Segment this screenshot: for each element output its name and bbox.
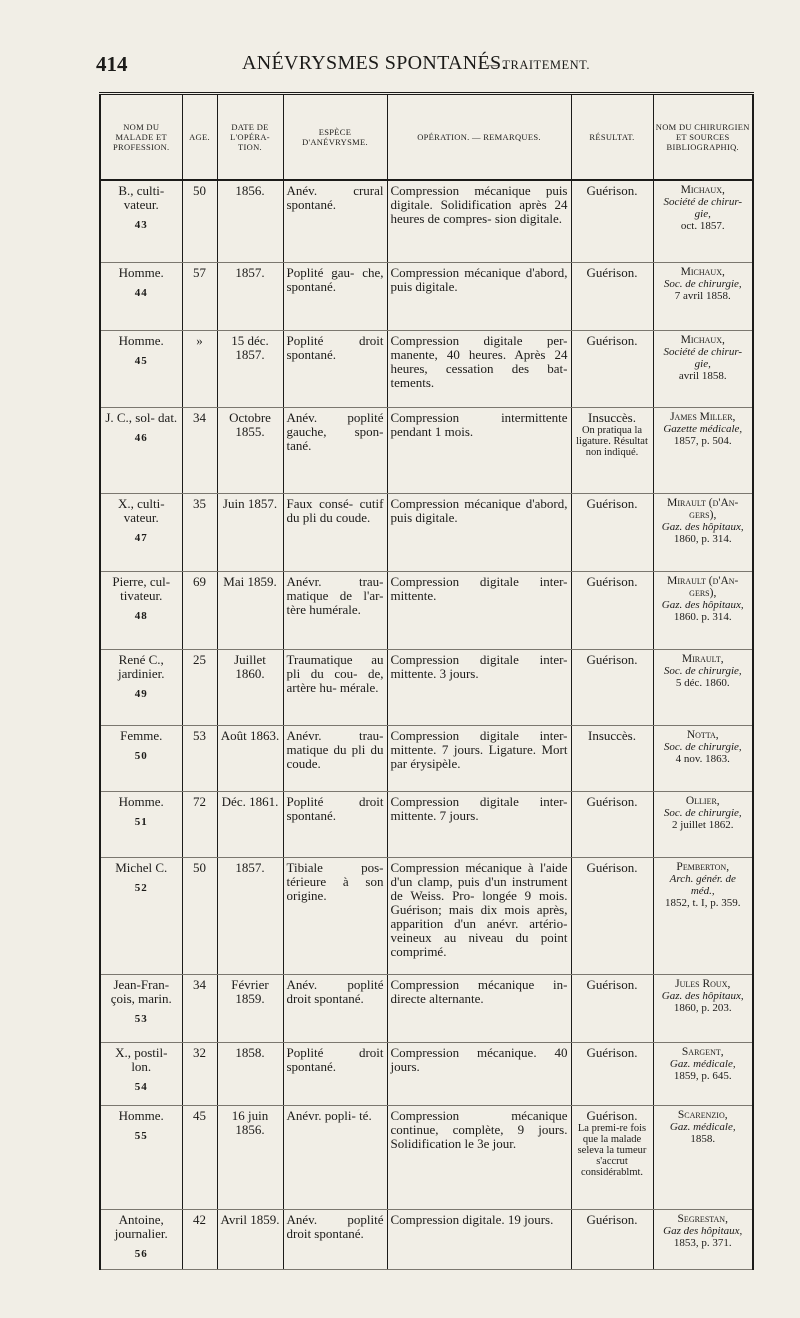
source-reference: avril 1858. bbox=[678, 370, 727, 382]
case-number: 49 bbox=[134, 688, 148, 700]
table-row bbox=[100, 408, 753, 494]
operation-cell: Compression mécanique puis digitale. Solidification après 24 heures de compres- sion digitale. bbox=[387, 180, 571, 263]
date-cell: Février 1859. bbox=[217, 975, 283, 1043]
patient-cell bbox=[100, 331, 182, 408]
date-cell: 1856. bbox=[217, 180, 283, 263]
result-text: Guérison. bbox=[586, 1045, 638, 1060]
table-row bbox=[100, 792, 753, 858]
result-cell bbox=[571, 1106, 653, 1210]
bibliographic-source: Société de chirur- gie, bbox=[663, 196, 743, 220]
table-body bbox=[100, 180, 753, 1270]
date-cell: 16 juin 1856. bbox=[217, 1106, 283, 1210]
surgeon-name: Michaux, bbox=[680, 334, 725, 346]
table-row bbox=[100, 494, 753, 572]
result-cell bbox=[571, 858, 653, 975]
patient-cell bbox=[100, 975, 182, 1043]
species-cell: Anévr. popli- té. bbox=[283, 1106, 387, 1210]
patient-cell bbox=[100, 726, 182, 792]
result-text: Insuccès. bbox=[587, 410, 636, 425]
page-number: 414 bbox=[96, 52, 128, 76]
table-row bbox=[100, 1210, 753, 1270]
running-title: ANÉVRYSMES SPONTANÉS. bbox=[242, 52, 507, 74]
patient-name: X., postil- lon. bbox=[115, 1045, 168, 1074]
patient-cell bbox=[100, 408, 182, 494]
date-cell: 1858. bbox=[217, 1043, 283, 1106]
surgeon-name: Pemberton, bbox=[676, 861, 730, 873]
source-cell bbox=[653, 408, 753, 494]
surgeon-name: James Miller, bbox=[670, 411, 736, 423]
surgeon-name: Notta, bbox=[686, 729, 719, 741]
bibliographic-source: Soc. de chirurgie, bbox=[663, 807, 742, 819]
result-cell bbox=[571, 494, 653, 572]
result-cell bbox=[571, 572, 653, 650]
surgeon-name: Segrestan, bbox=[677, 1213, 728, 1225]
patient-name: Homme. bbox=[118, 794, 164, 809]
bibliographic-source: Gaz des hôpitaux, bbox=[663, 1225, 743, 1237]
patient-cell bbox=[100, 572, 182, 650]
patient-cell bbox=[100, 1043, 182, 1106]
species-cell: Poplité droit spontané. bbox=[283, 331, 387, 408]
surgeon-name: Ollier, bbox=[685, 795, 720, 807]
case-number: 46 bbox=[134, 432, 148, 444]
source-cell bbox=[653, 494, 753, 572]
patient-cell bbox=[100, 858, 182, 975]
patient-cell bbox=[100, 792, 182, 858]
result-cell bbox=[571, 408, 653, 494]
result-cell bbox=[571, 263, 653, 331]
result-text: Guérison. bbox=[586, 794, 638, 809]
species-cell: Anév. poplité droit spontané. bbox=[283, 975, 387, 1043]
species-cell: Anév. crural spontané. bbox=[283, 180, 387, 263]
source-reference: 1852, t. I, p. 359. bbox=[665, 897, 741, 909]
patient-cell bbox=[100, 263, 182, 331]
patient-name: Antoine, journalier. bbox=[114, 1212, 168, 1241]
operation-cell: Compression digitale inter- mittente. 7 jours. Ligature. Mort par érysipèle. bbox=[387, 726, 571, 792]
surgeon-name: Mirault (d'An- gers), bbox=[667, 497, 739, 521]
source-cell bbox=[653, 572, 753, 650]
case-number: 47 bbox=[134, 532, 148, 544]
result-cell bbox=[571, 650, 653, 726]
case-number: 45 bbox=[134, 355, 148, 367]
patient-name: Michel C. bbox=[115, 860, 168, 875]
source-cell bbox=[653, 180, 753, 263]
source-reference: 1857, p. 504. bbox=[673, 435, 732, 447]
table-row bbox=[100, 726, 753, 792]
result-cell bbox=[571, 726, 653, 792]
table-row bbox=[100, 650, 753, 726]
age-cell: 50 bbox=[182, 180, 217, 263]
source-cell bbox=[653, 792, 753, 858]
age-cell: 69 bbox=[182, 572, 217, 650]
age-cell: 45 bbox=[182, 1106, 217, 1210]
operation-cell: Compression mécanique in- directe alternante. bbox=[387, 975, 571, 1043]
result-cell bbox=[571, 180, 653, 263]
operation-cell: Compression digitale per- manente, 40 heures. Après 24 heures, cessation des bat- tements. bbox=[387, 331, 571, 408]
table-row bbox=[100, 180, 753, 263]
result-text: Insuccès. bbox=[587, 728, 636, 743]
source-reference: 1860, p. 314. bbox=[673, 533, 732, 545]
result-text: Guérison. bbox=[586, 1108, 638, 1123]
result-text: Guérison. bbox=[586, 977, 638, 992]
species-cell: Traumatique au pli du cou- de, artère hu- mérale. bbox=[283, 650, 387, 726]
surgeon-name: Sargent, bbox=[681, 1046, 724, 1058]
surgeon-name: Jules Roux, bbox=[675, 978, 731, 990]
case-number: 51 bbox=[134, 816, 148, 828]
case-number: 43 bbox=[134, 219, 148, 231]
age-cell: » bbox=[182, 331, 217, 408]
source-cell bbox=[653, 726, 753, 792]
age-cell: 50 bbox=[182, 858, 217, 975]
bibliographic-source: Gaz. médicale, bbox=[669, 1058, 736, 1070]
source-reference: 7 avril 1858. bbox=[674, 290, 731, 302]
patient-name: J. C., sol- dat. bbox=[105, 410, 178, 425]
aneurysm-cases-table bbox=[99, 92, 754, 1270]
column-header-name: NOM DU MALADE ET PROFESSION. bbox=[100, 94, 182, 181]
patient-name: Femme. bbox=[120, 728, 163, 743]
bibliographic-source: Gazette médicale, bbox=[663, 423, 743, 435]
bibliographic-source: Gaz. des hôpitaux, bbox=[661, 990, 744, 1002]
column-header-date: DATE DE L'OPÉRA- TION. bbox=[217, 94, 283, 181]
date-cell: Octobre 1855. bbox=[217, 408, 283, 494]
source-cell bbox=[653, 331, 753, 408]
date-cell: 15 déc. 1857. bbox=[217, 331, 283, 408]
species-cell: Anévr. trau- matique de l'ar- tère humérale. bbox=[283, 572, 387, 650]
case-number: 50 bbox=[134, 750, 148, 762]
source-reference: 2 juillet 1862. bbox=[672, 819, 734, 831]
column-header-species: ESPÈCE D'ANÉVRYSME. bbox=[283, 94, 387, 181]
source-reference: 1860. p. 314. bbox=[673, 611, 732, 623]
age-cell: 57 bbox=[182, 263, 217, 331]
operation-cell: Compression digitale inter- mittente. 7 jours. bbox=[387, 792, 571, 858]
operation-cell: Compression mécanique continue, complète, 9 jours. Solidification le 3e jour. bbox=[387, 1106, 571, 1210]
case-number: 55 bbox=[134, 1130, 148, 1142]
patient-name: Jean-Fran- çois, marin. bbox=[110, 977, 172, 1006]
species-cell: Anév. poplité gauche, spon- tané. bbox=[283, 408, 387, 494]
patient-name: René C., jardinier. bbox=[117, 652, 165, 681]
result-text: Guérison. bbox=[586, 1212, 638, 1227]
operation-cell: Compression mécanique d'abord, puis digitale. bbox=[387, 494, 571, 572]
source-reference: oct. 1857. bbox=[680, 220, 725, 232]
date-cell: Avril 1859. bbox=[217, 1210, 283, 1270]
table-row bbox=[100, 572, 753, 650]
bibliographic-source: Gaz. des hôpitaux, bbox=[661, 521, 744, 533]
column-header-age: AGE. bbox=[182, 94, 217, 181]
result-text: Guérison. bbox=[586, 333, 638, 348]
source-reference: 4 nov. 1863. bbox=[675, 753, 730, 765]
source-reference: 1858. bbox=[690, 1133, 716, 1145]
surgeon-name: Michaux, bbox=[680, 184, 725, 196]
result-cell bbox=[571, 331, 653, 408]
patient-name: X., culti- vateur. bbox=[117, 496, 165, 525]
table-row bbox=[100, 1043, 753, 1106]
date-cell: Juin 1857. bbox=[217, 494, 283, 572]
operation-cell: Compression digitale inter- mittente. bbox=[387, 572, 571, 650]
patient-name: Homme. bbox=[118, 265, 164, 280]
table-row bbox=[100, 263, 753, 331]
species-cell: Poplité droit spontané. bbox=[283, 1043, 387, 1106]
surgeon-name: Mirault (d'An- gers), bbox=[667, 575, 739, 599]
result-cell bbox=[571, 792, 653, 858]
surgeon-name: Scarenzio, bbox=[677, 1109, 728, 1121]
species-cell: Anév. poplité droit spontané. bbox=[283, 1210, 387, 1270]
table-row bbox=[100, 975, 753, 1043]
table-row bbox=[100, 1106, 753, 1210]
running-section: — TRAITEMENT. bbox=[486, 58, 590, 72]
species-cell: Poplité droit spontané. bbox=[283, 792, 387, 858]
species-cell: Poplité gau- che, spontané. bbox=[283, 263, 387, 331]
patient-cell bbox=[100, 494, 182, 572]
species-cell: Anévr. trau- matique du pli du coude. bbox=[283, 726, 387, 792]
source-reference: 1853, p. 371. bbox=[673, 1237, 732, 1249]
bibliographic-source: Gaz. médicale, bbox=[669, 1121, 736, 1133]
result-text: Guérison. bbox=[586, 574, 638, 589]
bibliographic-source: Société de chirur- gie, bbox=[663, 346, 743, 370]
source-cell bbox=[653, 263, 753, 331]
source-reference: 1860, p. 203. bbox=[673, 1002, 732, 1014]
patient-name: Homme. bbox=[118, 1108, 164, 1123]
date-cell: Mai 1859. bbox=[217, 572, 283, 650]
age-cell: 72 bbox=[182, 792, 217, 858]
bibliographic-source: Soc. de chirurgie, bbox=[663, 278, 742, 290]
bibliographic-source: Soc. de chirurgie, bbox=[663, 665, 742, 677]
bibliographic-source: Gaz. des hôpitaux, bbox=[661, 599, 744, 611]
page-header bbox=[96, 52, 616, 80]
column-header-result: RÉSULTAT. bbox=[571, 94, 653, 181]
case-number: 48 bbox=[134, 610, 148, 622]
age-cell: 34 bbox=[182, 408, 217, 494]
operation-cell: Compression mécanique d'abord, puis digitale. bbox=[387, 263, 571, 331]
patient-cell bbox=[100, 650, 182, 726]
case-number: 52 bbox=[134, 882, 148, 894]
age-cell: 34 bbox=[182, 975, 217, 1043]
result-text: Guérison. bbox=[586, 496, 638, 511]
bibliographic-source: Arch. génér. de méd., bbox=[669, 873, 736, 897]
table-row bbox=[100, 331, 753, 408]
age-cell: 25 bbox=[182, 650, 217, 726]
operation-cell: Compression intermittente pendant 1 mois. bbox=[387, 408, 571, 494]
date-cell: 1857. bbox=[217, 263, 283, 331]
date-cell: Déc. 1861. bbox=[217, 792, 283, 858]
date-cell: Juillet 1860. bbox=[217, 650, 283, 726]
source-cell bbox=[653, 1210, 753, 1270]
patient-cell bbox=[100, 1106, 182, 1210]
source-cell bbox=[653, 858, 753, 975]
species-cell: Tibiale pos- térieure à son origine. bbox=[283, 858, 387, 975]
result-text: Guérison. bbox=[586, 183, 638, 198]
result-note: On pratiqua la ligature. Résultat non indiqué. bbox=[576, 425, 648, 458]
result-cell bbox=[571, 975, 653, 1043]
operation-cell: Compression mécanique. 40 jours. bbox=[387, 1043, 571, 1106]
result-cell bbox=[571, 1210, 653, 1270]
bibliographic-source: Soc. de chirurgie, bbox=[663, 741, 742, 753]
source-cell bbox=[653, 975, 753, 1043]
result-cell bbox=[571, 1043, 653, 1106]
source-cell bbox=[653, 1106, 753, 1210]
source-reference: 1859, p. 645. bbox=[673, 1070, 732, 1082]
surgeon-name: Mirault, bbox=[681, 653, 724, 665]
column-header-operation: OPÉRATION. — REMARQUES. bbox=[387, 94, 571, 181]
result-text: Guérison. bbox=[586, 652, 638, 667]
result-text: Guérison. bbox=[586, 860, 638, 875]
date-cell: Août 1863. bbox=[217, 726, 283, 792]
operation-cell: Compression mécanique à l'aide d'un clamp, puis d'un instrument de Weiss. Pro- longée 9 mois. Guérison; mais dix mois après, apparition d'un anévr. artério-veineux au niveau du point comprimé. bbox=[387, 858, 571, 975]
source-cell bbox=[653, 650, 753, 726]
patient-name: B., culti- vateur. bbox=[118, 183, 165, 212]
patient-cell bbox=[100, 1210, 182, 1270]
result-text: Guérison. bbox=[586, 265, 638, 280]
patient-cell bbox=[100, 180, 182, 263]
species-cell: Faux consé- cutif du pli du coude. bbox=[283, 494, 387, 572]
source-reference: 5 déc. 1860. bbox=[675, 677, 730, 689]
table-row bbox=[100, 858, 753, 975]
age-cell: 53 bbox=[182, 726, 217, 792]
operation-cell: Compression digitale inter- mittente. 3 jours. bbox=[387, 650, 571, 726]
patient-name: Pierre, cul- tivateur. bbox=[112, 574, 171, 603]
source-cell bbox=[653, 1043, 753, 1106]
column-header-source: NOM DU CHIRURGIEN ET SOURCES BIBLIOGRAPHIQ. bbox=[653, 94, 753, 181]
case-number: 44 bbox=[134, 287, 148, 299]
operation-cell: Compression digitale. 19 jours. bbox=[387, 1210, 571, 1270]
result-note: La premi-re fois que la malade seleva la tumeur s'accrut considérablmt. bbox=[577, 1123, 647, 1178]
patient-name: Homme. bbox=[118, 333, 164, 348]
surgeon-name: Michaux, bbox=[680, 266, 725, 278]
age-cell: 32 bbox=[182, 1043, 217, 1106]
date-cell: 1857. bbox=[217, 858, 283, 975]
case-number: 56 bbox=[134, 1248, 148, 1260]
age-cell: 35 bbox=[182, 494, 217, 572]
case-number: 53 bbox=[134, 1013, 148, 1025]
table-header-row bbox=[100, 94, 753, 181]
age-cell: 42 bbox=[182, 1210, 217, 1270]
case-number: 54 bbox=[134, 1081, 148, 1093]
